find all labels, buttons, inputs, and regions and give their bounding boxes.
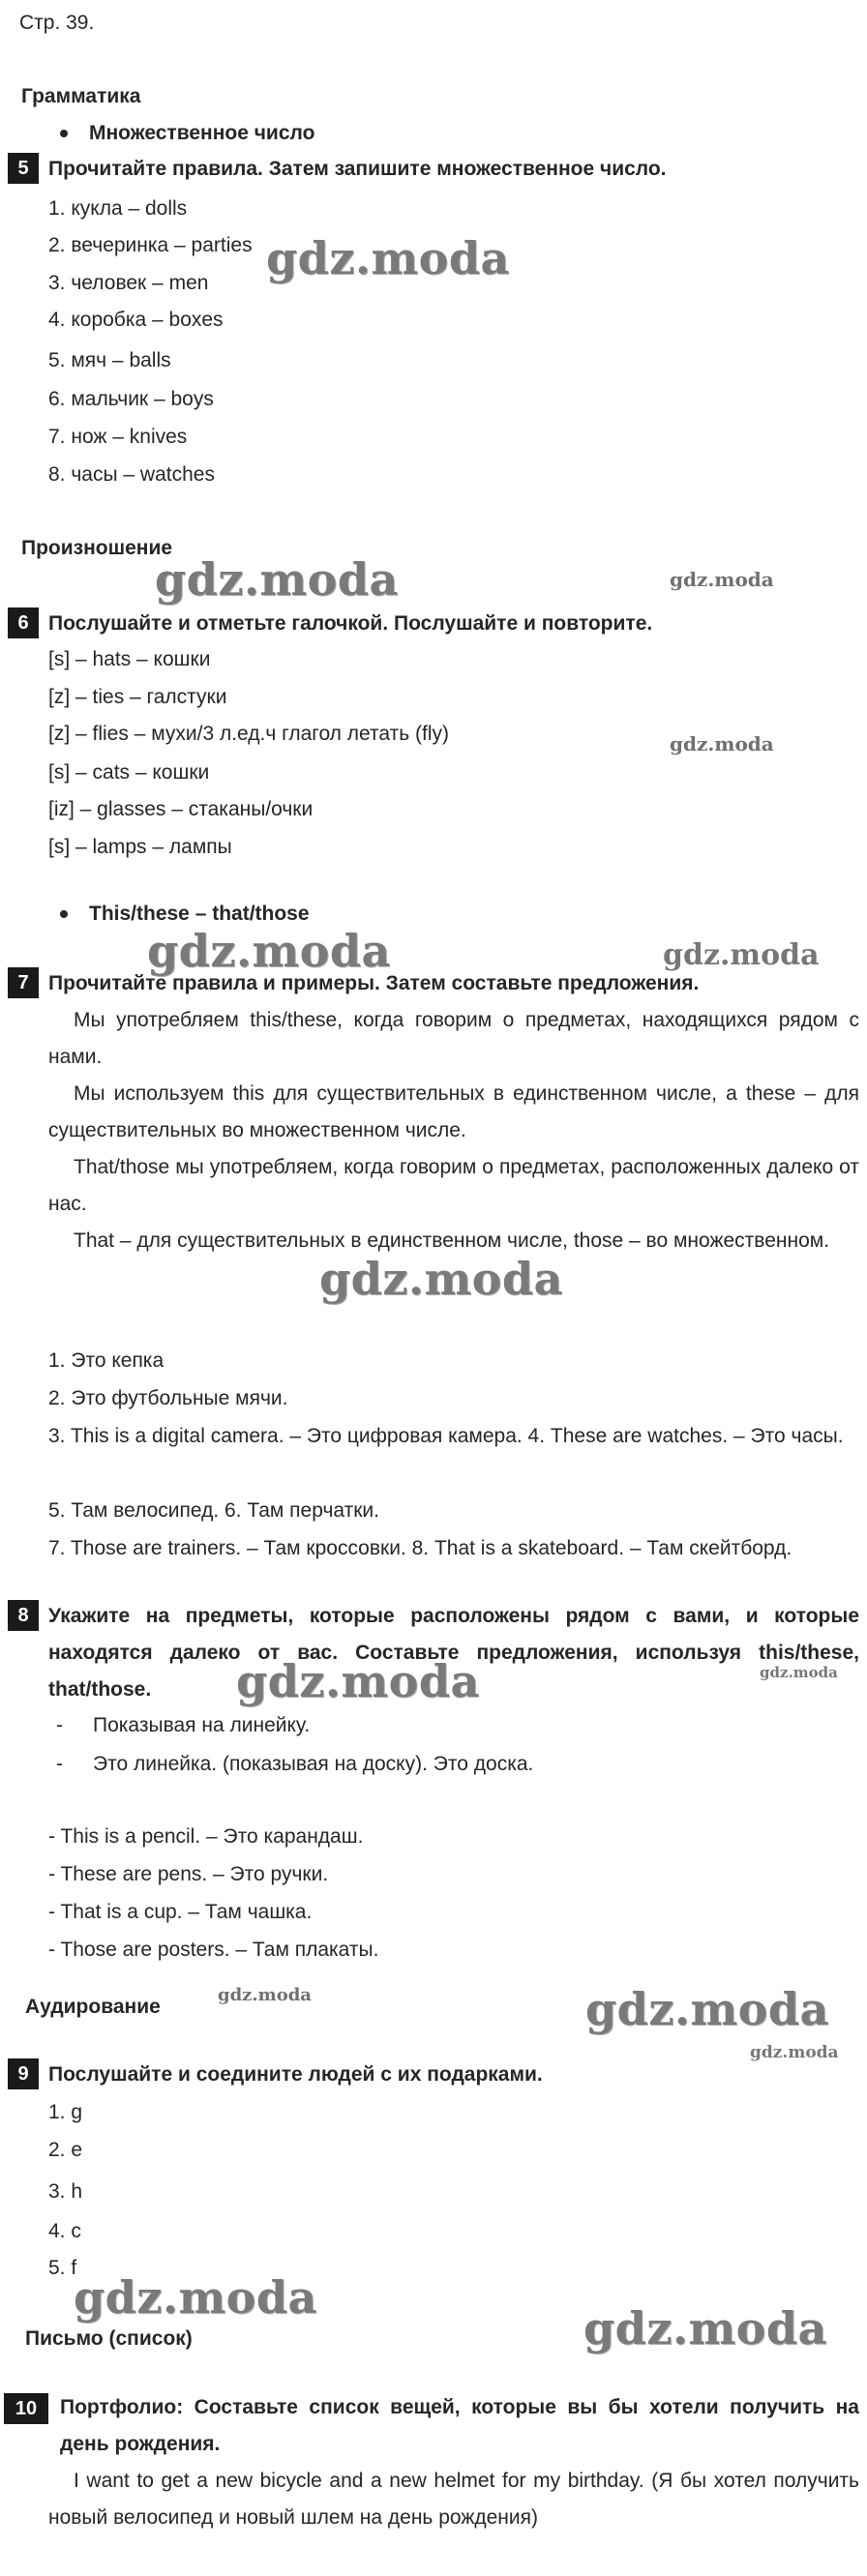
ex6-item: [s] – lamps – лампы	[48, 836, 232, 858]
bullet-heading-plural: Множественное число	[89, 122, 315, 144]
watermark: gdz.moda	[585, 1983, 829, 2035]
ex5-item: 6. мальчик – boys	[48, 388, 214, 410]
ex9-item: 2. e	[48, 2139, 83, 2161]
watermark: gdz.moda	[147, 925, 391, 977]
ex9-item: 5. f	[48, 2257, 77, 2279]
watermark: gdz.moda	[760, 1664, 838, 1681]
watermark: gdz.moda	[663, 938, 820, 972]
section-heading-listening: Аудирование	[25, 1996, 161, 2018]
ex7-rule: That/those мы употребляем, когда говорим о предметах, расположенных далеко от нас.	[48, 1156, 859, 1215]
ex5-item: 7. нож – knives	[48, 426, 188, 448]
exercise-number-9: 9	[8, 2058, 39, 2089]
ex7-item: 7. Those are trainers. – Там кроссовки. 8. That is a skateboard. – Там скейтборд.	[48, 1537, 792, 1559]
section-heading-grammar: Грамматика	[21, 85, 141, 107]
bullet-icon	[60, 130, 68, 137]
section-heading-writing: Письмо (список)	[25, 2327, 193, 2350]
watermark: gdz.moda	[583, 2302, 827, 2354]
bullet-heading-this-these: This/these – that/those	[89, 903, 310, 925]
ex6-item: [z] – flies – мухи/3 л.ед.ч глагол летать (fly)	[48, 723, 449, 745]
exercise-7-title: Прочитайте правила и примеры. Затем составьте предложения.	[48, 972, 700, 994]
section-heading-pronunciation: Произношение	[21, 537, 173, 559]
exercise-6-title: Послушайте и отметьте галочкой. Послушайте и повторите.	[48, 612, 653, 635]
dash-marker: -	[56, 1714, 63, 1736]
watermark: gdz.moda	[670, 732, 774, 755]
exercise-number-8: 8	[8, 1600, 39, 1631]
exercise-5-title: Прочитайте правила. Затем запишите множественное число.	[48, 158, 667, 180]
ex9-item: 4. c	[48, 2220, 81, 2242]
ex9-item: 1. g	[48, 2101, 83, 2123]
ex7-item: 1. Это кепка	[48, 1349, 164, 1372]
ex5-item: 8. часы – watches	[48, 463, 215, 486]
ex6-item: [z] – ties – галстуки	[48, 686, 227, 708]
exercise-10-title: Портфолио: Составьте список вещей, которые вы бы хотели получить на день рождения.	[60, 2396, 859, 2455]
exercise-9-title: Послушайте и соедините людей с их подарками.	[48, 2063, 543, 2086]
exercise-number-5: 5	[8, 153, 39, 184]
ex7-item: 2. Это футбольные мячи.	[48, 1387, 288, 1409]
ex5-item: 4. коробка – boxes	[48, 309, 224, 331]
watermark: gdz.moda	[236, 1655, 480, 1707]
ex8-answer: - This is a pencil. – Это карандаш.	[48, 1825, 364, 1848]
ex7-rule: Мы используем this для существительных в единственном числе, а these – для существительных во множественном числе.	[48, 1082, 859, 1141]
ex8-dash-item: Это линейка. (показывая на доску). Это доска.	[93, 1753, 534, 1775]
ex6-item: [s] – hats – кошки	[48, 648, 211, 670]
exercise-number-6: 6	[8, 607, 39, 638]
watermark: gdz.moda	[155, 553, 399, 606]
ex7-item: 3. This is a digital camera. – Это цифровая камера. 4. These are watches. – Это часы.	[48, 1425, 844, 1447]
ex5-item: 5. мяч – balls	[48, 349, 171, 371]
ex8-dash-item: Показывая на линейку.	[93, 1714, 311, 1736]
ex5-item: 3. человек – men	[48, 272, 209, 294]
ex5-item: 1. кукла – dolls	[48, 197, 188, 220]
dash-marker: -	[56, 1753, 63, 1775]
page-number: Стр. 39.	[19, 12, 95, 34]
ex7-item: 5. Там велосипед. 6. Там перчатки.	[48, 1499, 379, 1522]
ex6-item: [s] – cats – кошки	[48, 761, 210, 784]
watermark: gdz.moda	[670, 568, 774, 591]
ex8-answer: - Those are posters. – Там плакаты.	[48, 1939, 379, 1961]
ex9-item: 3. h	[48, 2180, 83, 2203]
ex10-answer: I want to get a new bicycle and a new helmet for my birthday. (Я бы хотел получить новый велосипед и новый шлем на день рождения)	[48, 2470, 859, 2529]
ex8-answer: - That is a cup. – Там чашка.	[48, 1901, 313, 1923]
watermark: gdz.moda	[218, 1985, 312, 2005]
ex5-item: 2. вечеринка – parties	[48, 234, 253, 256]
watermark: gdz.moda	[319, 1253, 563, 1305]
ex7-rule: Мы употребляем this/these, когда говорим о предметах, находящихся рядом с нами.	[48, 1009, 859, 1068]
ex8-answer: - These are pens. – Это ручки.	[48, 1863, 329, 1885]
watermark: gdz.moda	[750, 2043, 839, 2062]
exercise-number-7: 7	[8, 967, 39, 998]
bullet-icon	[60, 910, 68, 918]
ex6-item: [iz] – glasses – стаканы/очки	[48, 798, 314, 820]
watermark: gdz.moda	[74, 2271, 317, 2324]
exercise-number-10: 10	[4, 2393, 48, 2424]
watermark: gdz.moda	[266, 232, 510, 284]
exercise-8-title: Укажите на предметы, которые расположены рядом с вами, и которые находятся далеко от вас. Составьте предложения, используя this/these, that/those.	[48, 1605, 859, 1701]
ex7-rule: That – для существительных в единственном числе, those – во множественном.	[74, 1229, 830, 1252]
